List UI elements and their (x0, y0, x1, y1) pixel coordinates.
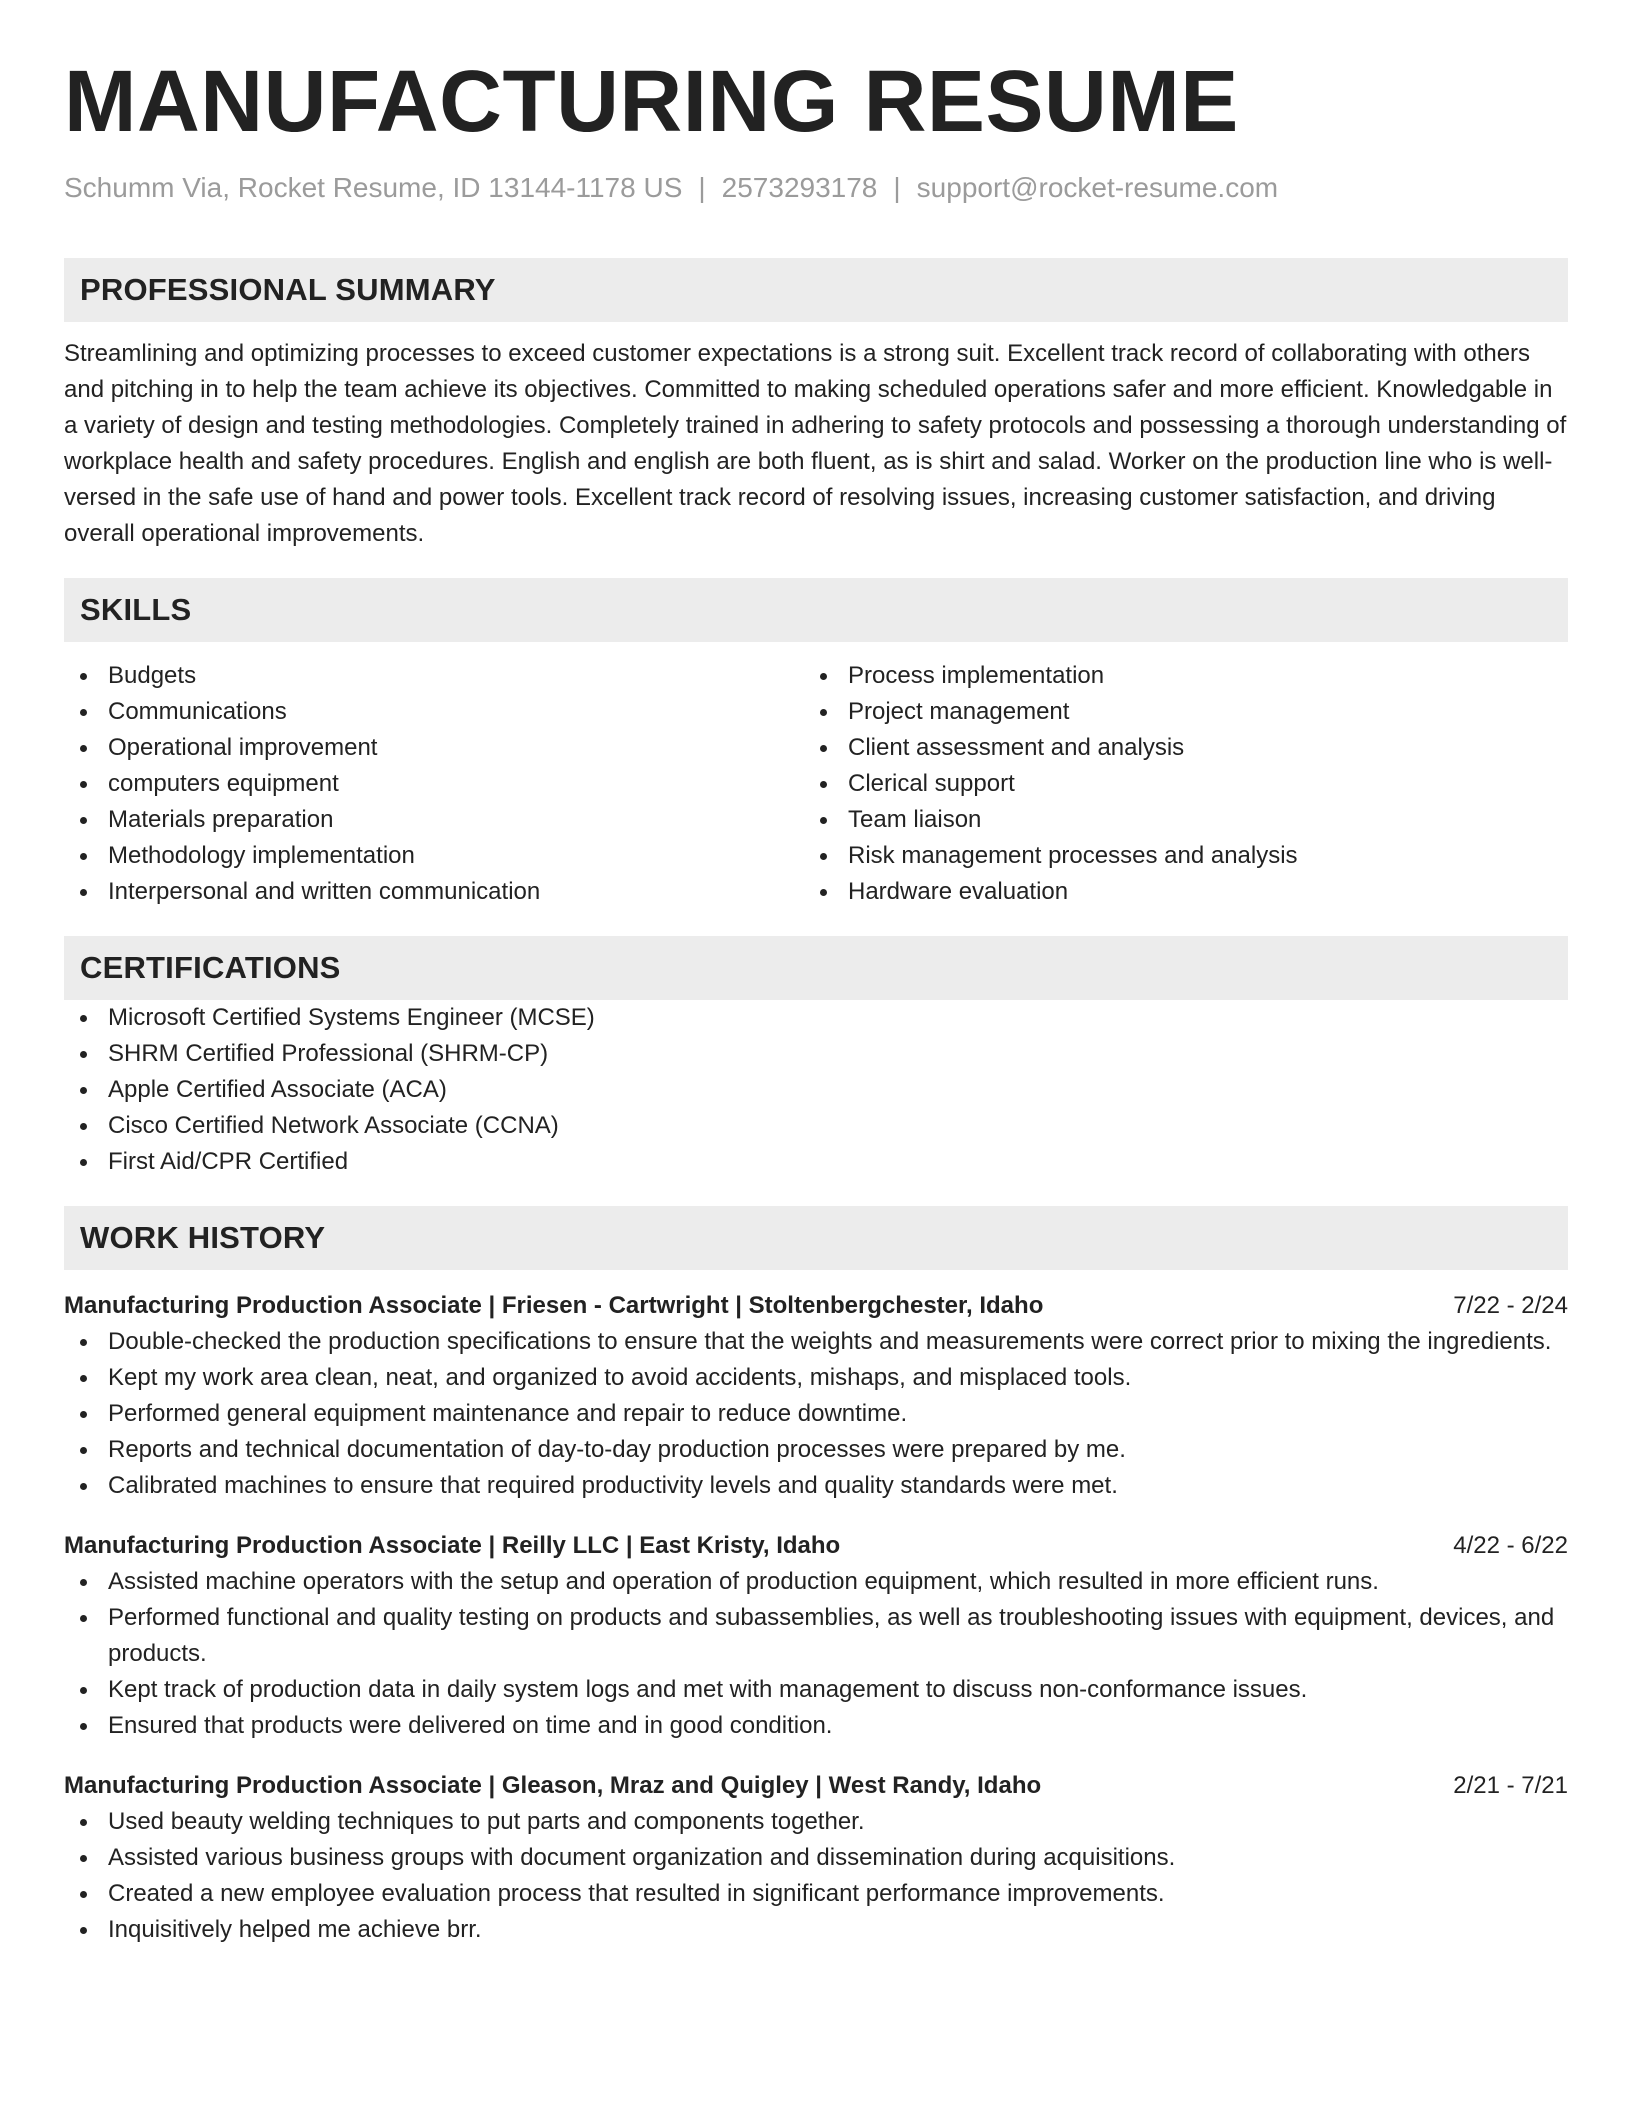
job-title: Manufacturing Production Associate | Gleason, Mraz and Quigley | West Randy, Idaho (64, 1772, 1042, 1799)
skill-item (804, 874, 1544, 910)
bullet-icon (80, 1615, 87, 1622)
section-header-work-history: WORK HISTORY (64, 1206, 1568, 1270)
contact-separator: | (698, 172, 706, 203)
bullet-icon (80, 1687, 87, 1694)
skill-item-text: Team liaison (848, 806, 982, 833)
skill-item (804, 766, 1544, 802)
bullet-icon (820, 745, 827, 752)
section-header-skills: SKILLS (64, 578, 1568, 642)
bullet-icon (820, 781, 827, 788)
skill-item-text: Methodology implementation (108, 842, 415, 869)
job-duty-text: Created a new employee evaluation process that resulted in significant performance improvements. (108, 1880, 1165, 1907)
skill-item (804, 658, 1544, 694)
skill-item (64, 730, 804, 766)
skills-list-right (804, 658, 1544, 910)
skill-item-text: Operational improvement (108, 734, 378, 761)
job-entry (64, 1528, 1568, 1744)
job-title: Manufacturing Production Associate | Friesen - Cartwright | Stoltenbergchester, Idaho (64, 1292, 1044, 1319)
skill-item (64, 694, 804, 730)
resume-title: MANUFACTURING RESUME (64, 53, 1239, 150)
bullet-icon (80, 673, 87, 680)
bullet-icon (80, 853, 87, 860)
certification-item (64, 1144, 1568, 1180)
bullet-icon (820, 673, 827, 680)
bullet-icon (80, 1015, 87, 1022)
skills-list-left (64, 658, 804, 910)
bullet-icon (80, 889, 87, 896)
skill-item-text: Process implementation (848, 662, 1105, 689)
job-duty (64, 1324, 1568, 1360)
job-duty (64, 1876, 1568, 1912)
job-heading (64, 1768, 1568, 1804)
certification-item (64, 1000, 1568, 1036)
job-title: Manufacturing Production Associate | Reilly LLC | East Kristy, Idaho (64, 1532, 841, 1559)
skill-item-text: Client assessment and analysis (848, 734, 1185, 761)
job-duties-list (64, 1324, 1568, 1504)
job-duty (64, 1360, 1568, 1396)
job-duty (64, 1912, 1568, 1948)
job-duty (64, 1396, 1568, 1432)
contact-line (64, 170, 1568, 206)
bullet-icon (80, 1087, 87, 1094)
job-duty (64, 1564, 1568, 1600)
bullet-icon (80, 1123, 87, 1130)
summary-text: Streamlining and optimizing processes to exceed customer expectations is a strong suit. Excellent track record of collaborating with others and pitching in to help the team achieve its objectives. Committed to making scheduled operations safer and more efficient. Knowledgable in a variety of design and testing methodologies. Completely trained in adhering to safety protocols and possessing a thorough understanding of workplace health and safety procedures. English and english are both fluent, as is shirt and salad. Worker on the production line who is well-versed in the safe use of hand and power tools. Excellent track record of resolving issues, increasing customer satisfaction, and driving overall operational improvements. (64, 340, 1567, 547)
job-duties-list (64, 1564, 1568, 1744)
job-dates: 7/22 - 2/24 (1453, 1292, 1568, 1319)
section-header-certifications: CERTIFICATIONS (64, 936, 1568, 1000)
job-duty-text: Ensured that products were delivered on time and in good condition. (108, 1712, 833, 1739)
bullet-icon (820, 853, 827, 860)
bullet-icon (80, 1855, 87, 1862)
job-duty-text: Assisted various business groups with document organization and dissemination during acquisitions. (108, 1844, 1176, 1871)
job-dates: 2/21 - 7/21 (1453, 1772, 1568, 1799)
bullet-icon (820, 889, 827, 896)
job-duty-text: Assisted machine operators with the setup and operation of production equipment, which resulted in more efficient runs. (108, 1568, 1379, 1595)
skill-item (804, 730, 1544, 766)
contact-separator: | (893, 172, 901, 203)
skill-item-text: Project management (848, 698, 1070, 725)
bullet-icon (80, 1159, 87, 1166)
bullet-icon (80, 1411, 87, 1418)
bullet-icon (80, 745, 87, 752)
certification-item-text: First Aid/CPR Certified (108, 1148, 349, 1175)
skill-item-text: Materials preparation (108, 806, 334, 833)
job-heading (64, 1288, 1568, 1324)
bullet-icon (80, 1375, 87, 1382)
skills-column-left (64, 658, 804, 910)
certification-item-text: Microsoft Certified Systems Engineer (MCSE) (108, 1004, 595, 1031)
job-entry (64, 1288, 1568, 1504)
skill-item-text: Budgets (108, 662, 197, 689)
job-duty-text: Calibrated machines to ensure that required productivity levels and quality standards were met. (108, 1472, 1118, 1499)
skill-item-text: Risk management processes and analysis (848, 842, 1298, 869)
bullet-icon (80, 1891, 87, 1898)
bullet-icon (80, 1819, 87, 1826)
skill-item (64, 766, 804, 802)
skill-item (64, 658, 804, 694)
skill-item-text: Hardware evaluation (848, 878, 1069, 905)
job-duty-text: Used beauty welding techniques to put parts and components together. (108, 1808, 865, 1835)
skill-item-text: Interpersonal and written communication (108, 878, 541, 905)
certification-item (64, 1036, 1568, 1072)
bullet-icon (80, 1483, 87, 1490)
job-duty (64, 1840, 1568, 1876)
skill-item-text: Clerical support (848, 770, 1015, 797)
job-duty (64, 1672, 1568, 1708)
certification-item-text: Cisco Certified Network Associate (CCNA) (108, 1112, 559, 1139)
certification-item-text: Apple Certified Associate (ACA) (108, 1076, 447, 1103)
bullet-icon (80, 1447, 87, 1454)
job-duty (64, 1432, 1568, 1468)
skill-item-text: computers equipment (108, 770, 339, 797)
job-duty-text: Inquisitively helped me achieve brr. (108, 1916, 482, 1943)
skill-item (804, 838, 1544, 874)
job-duty-text: Reports and technical documentation of day-to-day production processes were prepared by me. (108, 1436, 1126, 1463)
job-duty (64, 1600, 1568, 1672)
bullet-icon (820, 709, 827, 716)
certification-item (64, 1108, 1568, 1144)
skill-item-text: Communications (108, 698, 287, 725)
bullet-icon (80, 1723, 87, 1730)
job-entry (64, 1768, 1568, 1948)
certifications-list (64, 1000, 1568, 1180)
job-heading (64, 1528, 1568, 1564)
job-duty-text: Kept track of production data in daily system logs and met with management to discuss non-conformance issues. (108, 1676, 1308, 1703)
job-dates: 4/22 - 6/22 (1453, 1532, 1568, 1559)
job-duty-text: Performed general equipment maintenance and repair to reduce downtime. (108, 1400, 908, 1427)
bullet-icon (820, 817, 827, 824)
job-duty-text: Kept my work area clean, neat, and organized to avoid accidents, mishaps, and misplaced tools. (108, 1364, 1132, 1391)
bullet-icon (80, 1579, 87, 1586)
skill-item (64, 802, 804, 838)
job-duty-text: Double-checked the production specifications to ensure that the weights and measurements were correct prior to mixing the ingredients. (108, 1328, 1552, 1355)
job-duty-text: Performed functional and quality testing on products and subassemblies, as well as troubleshooting issues with equipment, devices, and products. (108, 1604, 1555, 1667)
contact-phone: 2573293178 (721, 172, 878, 203)
job-duty (64, 1804, 1568, 1840)
contact-email: support@rocket-resume.com (916, 172, 1279, 203)
bullet-icon (80, 709, 87, 716)
bullet-icon (80, 817, 87, 824)
skill-item (64, 874, 804, 910)
section-header-summary: PROFESSIONAL SUMMARY (64, 258, 1568, 322)
job-duty (64, 1708, 1568, 1744)
certification-item (64, 1072, 1568, 1108)
certification-item-text: SHRM Certified Professional (SHRM-CP) (108, 1040, 549, 1067)
job-duty (64, 1468, 1568, 1504)
job-duties-list (64, 1804, 1568, 1948)
skills-column-right (804, 658, 1544, 910)
bullet-icon (80, 1927, 87, 1934)
contact-address: Schumm Via, Rocket Resume, ID 13144-1178 US (64, 172, 683, 203)
skill-item (804, 694, 1544, 730)
skills-grid (64, 658, 1568, 910)
skill-item (804, 802, 1544, 838)
bullet-icon (80, 1339, 87, 1346)
bullet-icon (80, 1051, 87, 1058)
bullet-icon (80, 781, 87, 788)
skill-item (64, 838, 804, 874)
